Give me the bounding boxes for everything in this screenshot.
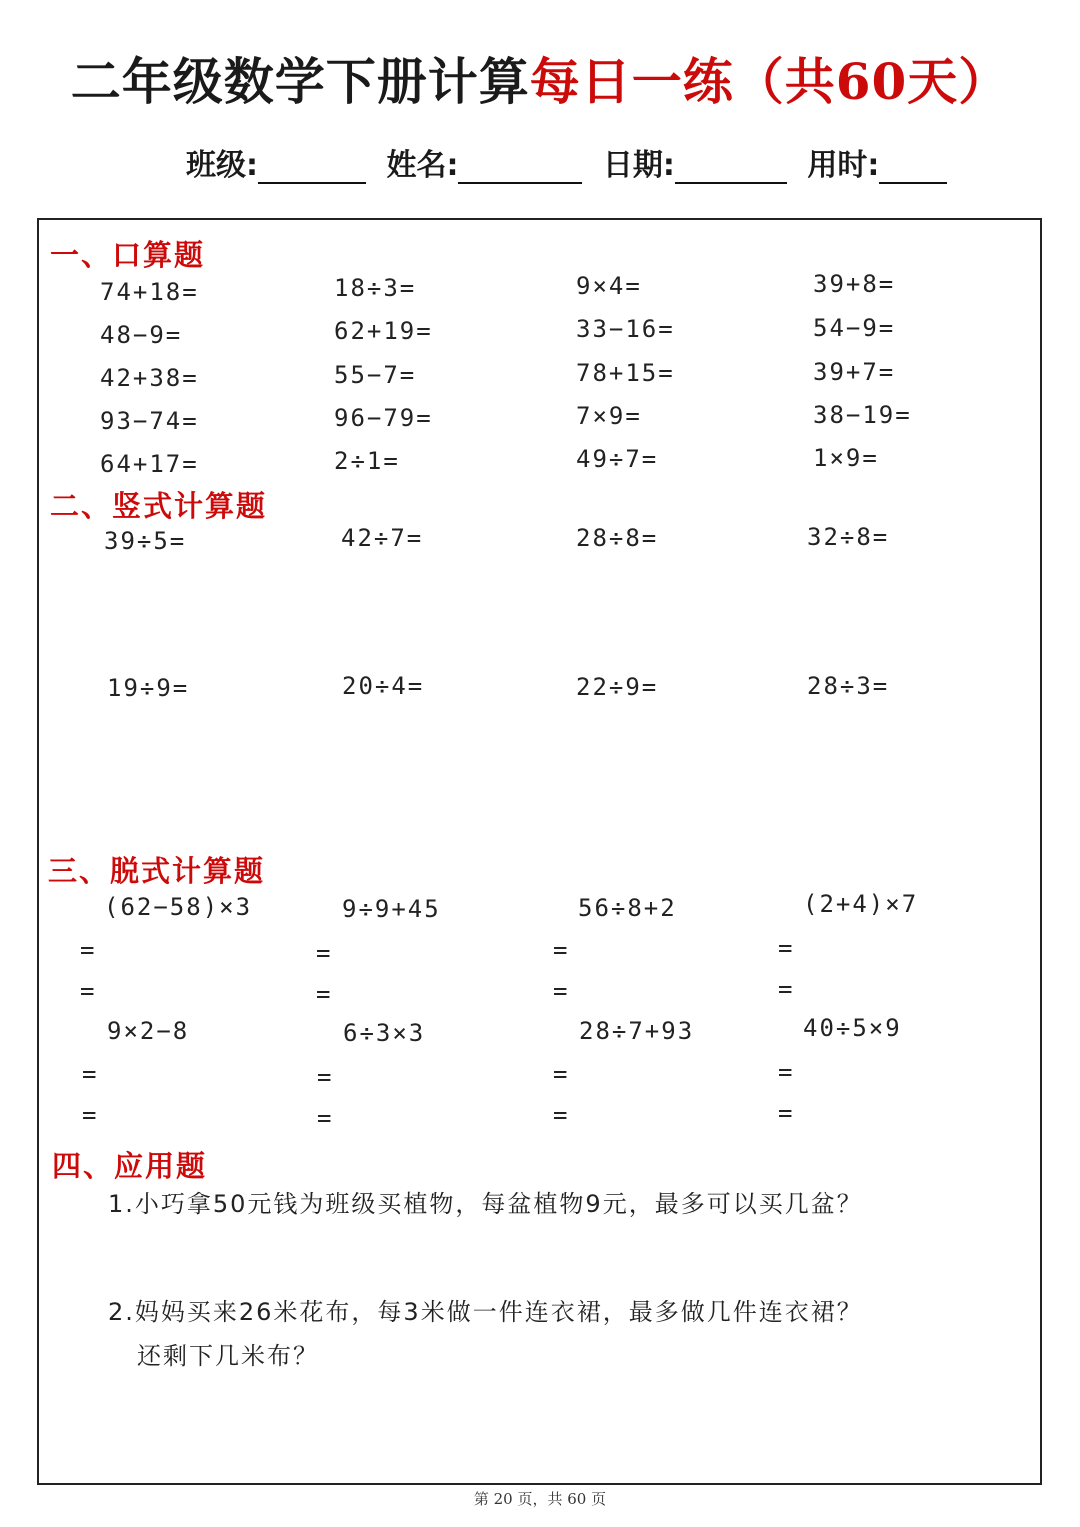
vertical-question: 22÷9= (576, 673, 659, 701)
page-title (0, 42, 1080, 114)
vertical-question: 19÷9= (107, 674, 190, 702)
oral-question: 78+15= (576, 359, 675, 387)
oral-question: 2÷1= (334, 447, 400, 475)
time-label: 用时: (807, 148, 880, 183)
stepwise-question: 6÷3×3 (343, 1019, 426, 1047)
title-red: 每日一练（共60天） (529, 52, 1010, 111)
stepwise-question: 56÷8+2 (578, 894, 677, 922)
equals-sign: = (317, 1063, 332, 1091)
oral-question: 74+18= (100, 278, 199, 306)
equals-sign: = (553, 1101, 568, 1129)
equals-sign: = (80, 936, 95, 964)
section3-heading: 三、脱式计算题 (48, 854, 266, 888)
oral-question: 54−9= (813, 314, 896, 342)
oral-question: 62+19= (334, 317, 433, 345)
oral-question: 64+17= (100, 450, 199, 478)
section2-heading: 二、竖式计算题 (50, 489, 268, 523)
equals-sign: = (553, 977, 568, 1005)
oral-question: 96−79= (334, 404, 433, 432)
vertical-question: 32÷8= (807, 523, 890, 551)
stepwise-question: 28÷7+93 (579, 1017, 695, 1045)
vertical-question: 28÷3= (807, 672, 890, 700)
equals-sign: = (82, 1101, 97, 1129)
oral-question: 18÷3= (334, 274, 417, 302)
oral-question: 33−16= (576, 315, 675, 343)
word-problem-2-continued: 还剩下几米布？ (137, 1342, 319, 1370)
stepwise-question: 9÷9+45 (342, 895, 441, 923)
vertical-question: 28÷8= (576, 524, 659, 552)
equals-sign: = (82, 1060, 97, 1088)
stepwise-question: 40÷5×9 (803, 1014, 902, 1042)
oral-question: 38−19= (813, 401, 912, 429)
oral-question: 39+7= (813, 358, 896, 386)
equals-sign: = (316, 939, 331, 967)
time-blank[interactable] (879, 152, 947, 184)
oral-question: 9×4= (576, 272, 642, 300)
oral-question: 42+38= (100, 364, 199, 392)
equals-sign: = (778, 975, 793, 1003)
class-label: 班级: (186, 148, 258, 183)
oral-question: 55−7= (334, 361, 417, 389)
equals-sign: = (778, 1058, 793, 1086)
class-blank[interactable] (258, 152, 366, 184)
date-label: 日期: (602, 148, 675, 183)
oral-question: 48−9= (100, 321, 183, 349)
vertical-question: 20÷4= (342, 672, 425, 700)
oral-question: 1×9= (813, 444, 879, 472)
word-problem-1: 1.小巧拿50元钱为班级买植物，每盆植物9元，最多可以买几盆？ (108, 1190, 863, 1218)
oral-question: 39+8= (813, 270, 896, 298)
vertical-question: 39÷5= (104, 527, 187, 555)
stepwise-question: (2+4)×7 (803, 890, 919, 918)
title-black: 二年级数学下册计算 (70, 52, 530, 111)
oral-question: 7×9= (576, 402, 642, 430)
vertical-question: 42÷7= (341, 524, 424, 552)
word-problem-2: 2.妈妈买来26米花布，每3米做一件连衣裙，最多做几件连衣裙？ (108, 1298, 863, 1326)
stepwise-question: (62−58)×3 (104, 893, 253, 921)
name-blank[interactable] (458, 152, 582, 184)
date-blank[interactable] (675, 152, 787, 184)
oral-question: 93−74= (100, 407, 199, 435)
equals-sign: = (778, 1099, 793, 1127)
oral-question: 49÷7= (576, 445, 659, 473)
student-info-line (186, 140, 957, 184)
section1-heading: 一、口算题 (50, 238, 206, 272)
equals-sign: = (778, 934, 793, 962)
equals-sign: = (317, 1104, 332, 1132)
equals-sign: = (316, 980, 331, 1008)
equals-sign: = (80, 977, 95, 1005)
equals-sign: = (553, 1060, 568, 1088)
name-label: 姓名: (386, 148, 459, 183)
page-footer: 第 20 页，共 60 页 (473, 1490, 607, 1508)
equals-sign: = (553, 936, 568, 964)
stepwise-question: 9×2−8 (107, 1017, 190, 1045)
section4-heading: 四、应用题 (52, 1149, 208, 1183)
